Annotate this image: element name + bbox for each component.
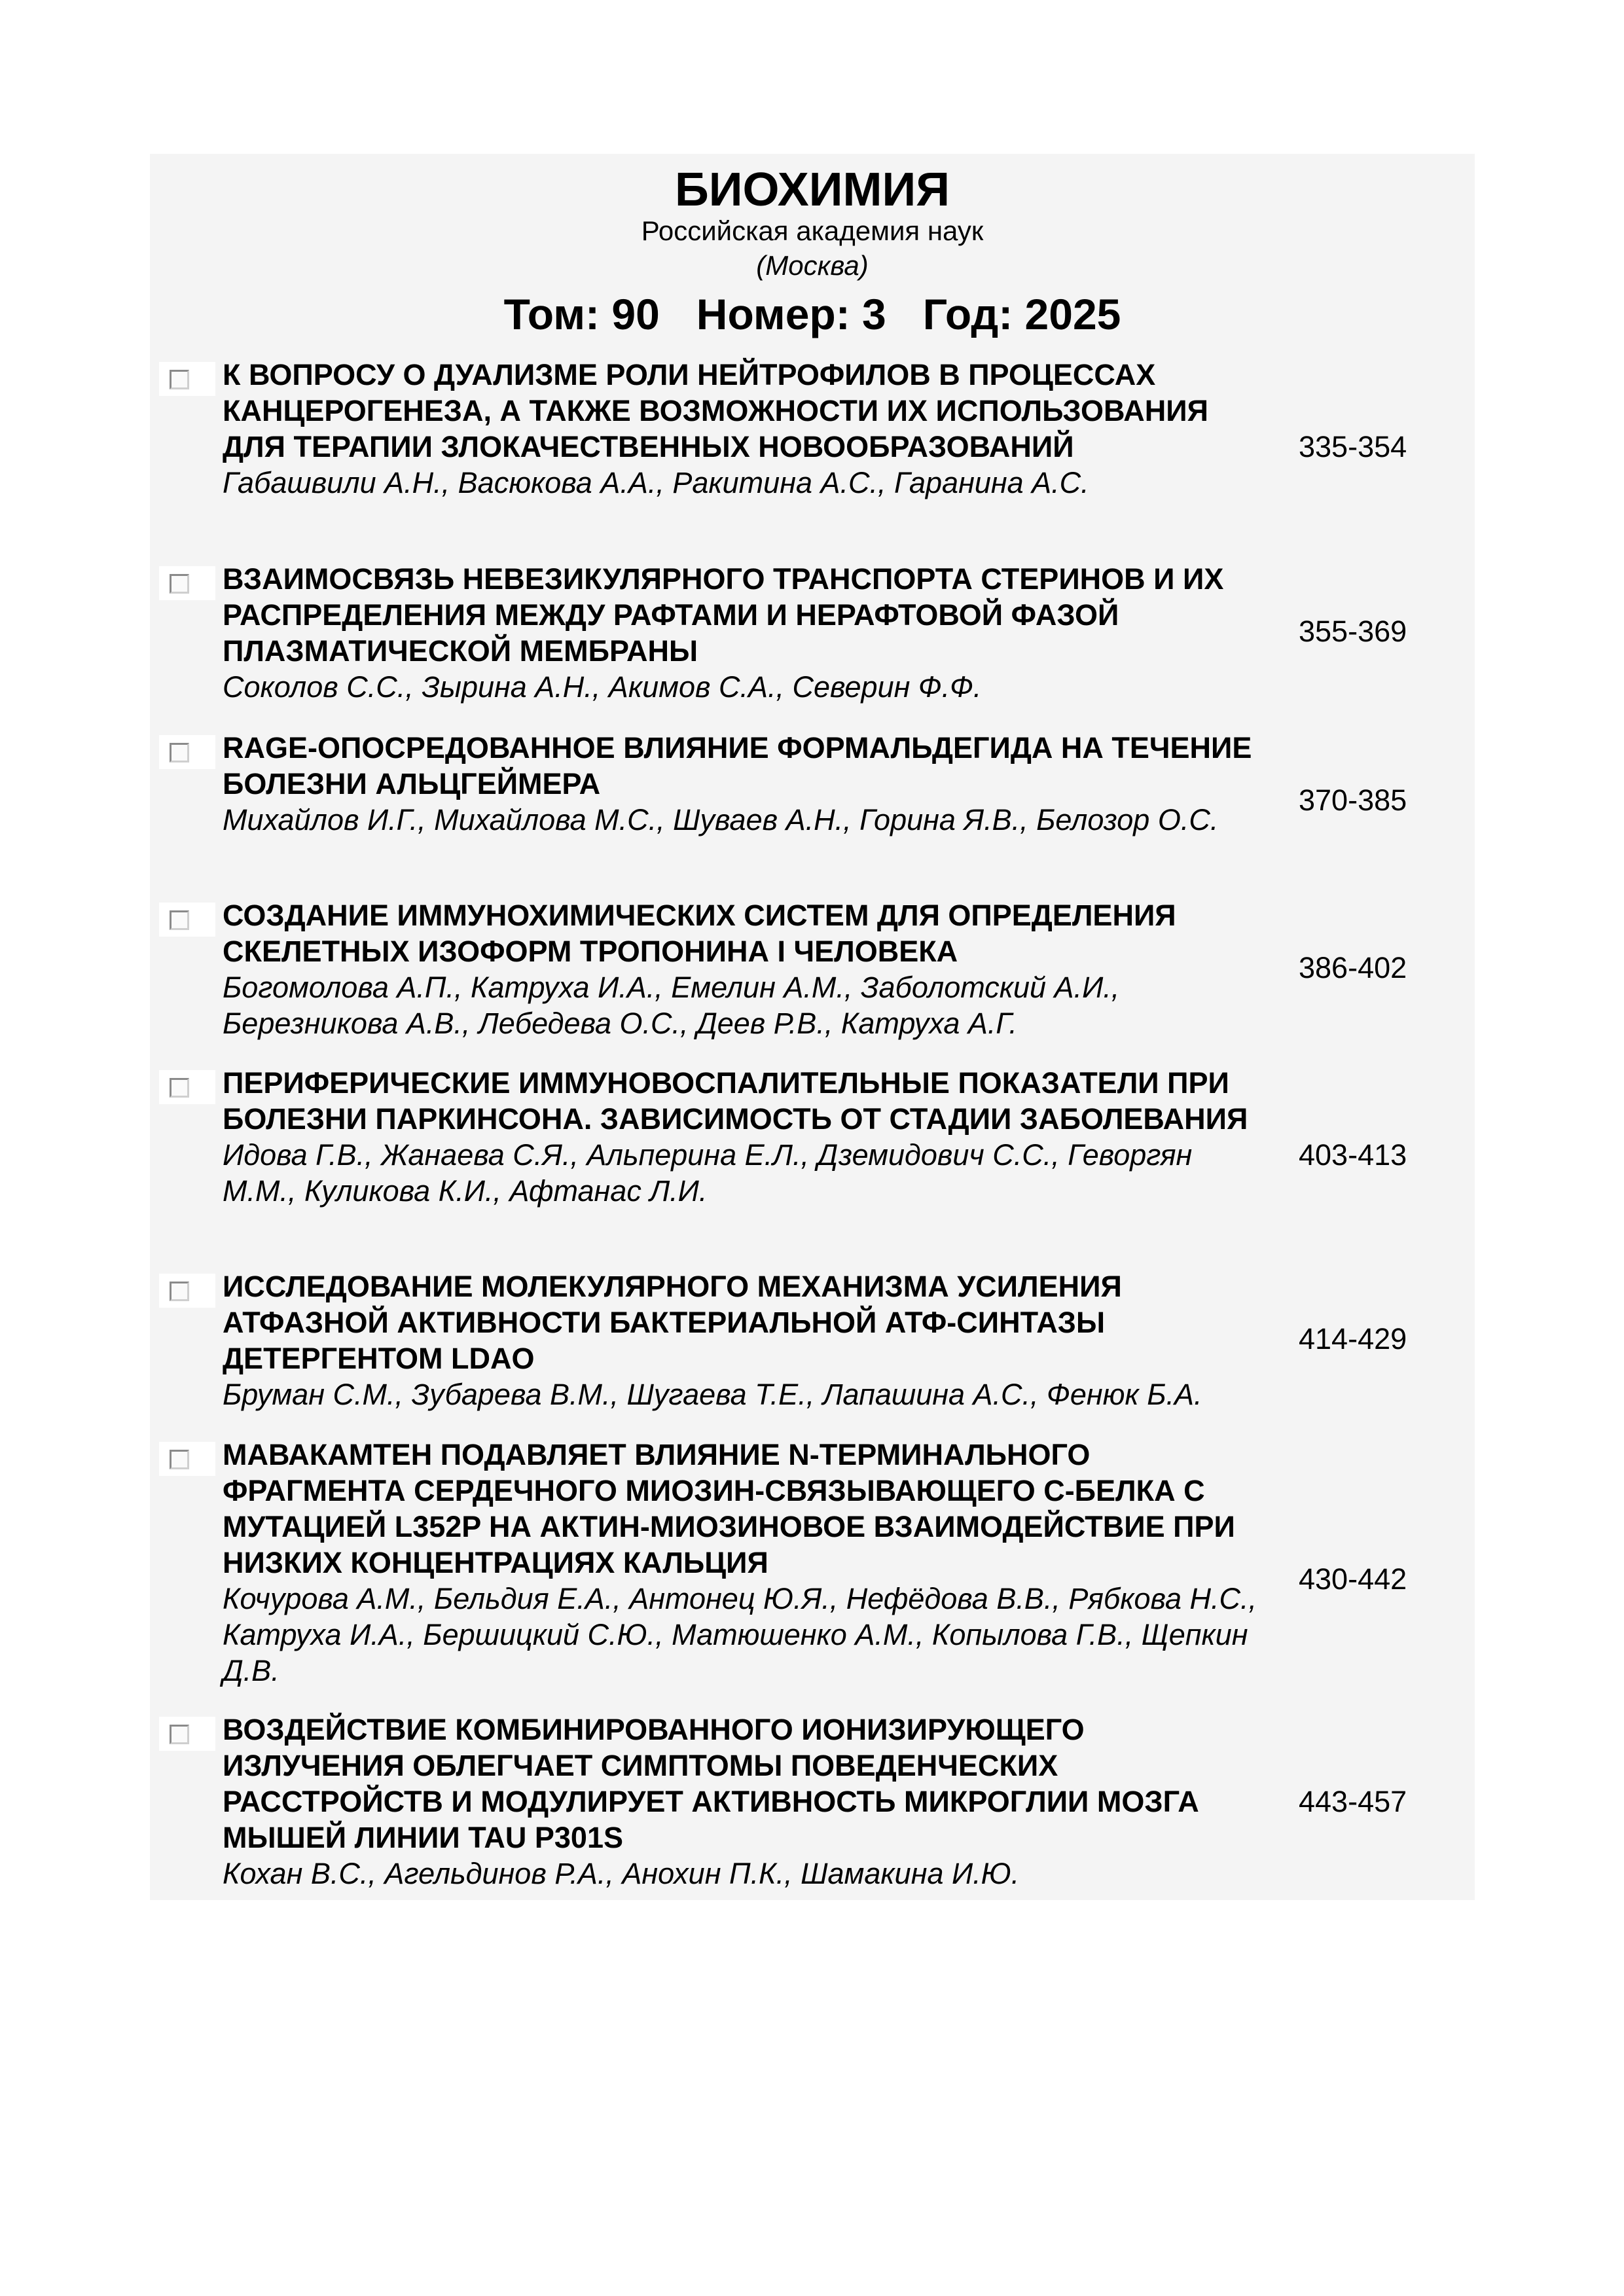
checkbox-box-icon <box>170 574 189 594</box>
checkbox-box-icon <box>170 1282 189 1301</box>
checkbox-box-icon <box>170 1450 189 1469</box>
journal-organization: Российская академия наук <box>641 215 984 246</box>
article-pages: 355-369 <box>1299 615 1407 648</box>
article-pages: 403-413 <box>1299 1138 1407 1172</box>
article-title[interactable]: RAGE-ОПОСРЕДОВАННОЕ ВЛИЯНИЕ ФОРМАЛЬДЕГИДА НА ТЕЧЕНИЕ БОЛЕЗНИ АЛЬЦГЕЙМЕРА <box>223 731 1252 800</box>
journal-title: БИОХИМИЯ <box>674 164 950 216</box>
article-checkbox[interactable] <box>159 1070 215 1104</box>
article-title[interactable]: ПЕРИФЕРИЧЕСКИЕ ИММУНОВОСПАЛИТЕЛЬНЫЕ ПОКАЗАТЕЛИ ПРИ БОЛЕЗНИ ПАРКИНСОНА. ЗАВИСИМОСТЬ ОТ СТАДИИ ЗАБОЛЕВАНИЯ <box>223 1066 1248 1136</box>
article-checkbox[interactable] <box>159 903 215 937</box>
article-title[interactable]: СОЗДАНИЕ ИММУНОХИМИЧЕСКИХ СИСТЕМ ДЛЯ ОПРЕДЕЛЕНИЯ СКЕЛЕТНЫХ ИЗОФОРМ ТРОПОНИНА I ЧЕЛОВЕКА <box>223 899 1176 968</box>
article-checkbox[interactable] <box>159 566 215 600</box>
article-pages: 335-354 <box>1299 430 1407 463</box>
article-authors: Габашвили А.Н., Васюкова А.А., Ракитина А.С., Гаранина А.С. <box>223 466 1089 499</box>
article-authors: Бруман С.М., Зубарева В.М., Шугаева Т.Е., Лапашина А.С., Фенюк Б.А. <box>223 1378 1202 1411</box>
article-authors: Идова Г.В., Жанаева С.Я., Альперина Е.Л., Дземидович С.С., Геворгян М.М., Куликова К.И., Афтанас Л.И. <box>223 1138 1193 1208</box>
article-authors: Михайлов И.Г., Михайлова М.С., Шуваев А.Н., Горина Я.В., Белозор О.С. <box>223 803 1219 836</box>
article-authors: Соколов С.С., Зырина А.Н., Акимов С.А., Северин Ф.Ф. <box>223 670 982 704</box>
article-pages: 430-442 <box>1299 1562 1407 1596</box>
article-pages: 414-429 <box>1299 1322 1407 1355</box>
checkbox-box-icon <box>170 910 189 930</box>
article-checkbox[interactable] <box>159 1717 215 1751</box>
article-authors: Кочурова А.М., Бельдия Е.А., Антонец Ю.Я., Нефёдова В.В., Рябкова Н.С., Катруха И.А., Бершицкий С.Ю., Матюшенко А.М., Копылова Г.В., Щепкин Д.В. <box>223 1582 1257 1687</box>
article-pages: 370-385 <box>1299 783 1407 817</box>
article-authors: Кохан В.С., Агельдинов Р.А., Анохин П.К., Шамакина И.Ю. <box>223 1857 1020 1890</box>
article-title[interactable]: МАВАКАМТЕН ПОДАВЛЯЕТ ВЛИЯНИЕ N-ТЕРМИНАЛЬНОГО ФРАГМЕНТА СЕРДЕЧНОГО МИОЗИН-СВЯЗЫВАЮЩЕГО С-БЕЛКА С МУТАЦИЕЙ L352P НА АКТИН-МИОЗИНОВОЕ ВЗАИМОДЕЙСТВИЕ ПРИ НИЗКИХ КОНЦЕНТРАЦИЯХ КАЛЬЦИЯ <box>223 1438 1235 1579</box>
article-checkbox[interactable] <box>159 735 215 769</box>
article-pages: 386-402 <box>1299 951 1407 984</box>
article-title[interactable]: ИССЛЕДОВАНИЕ МОЛЕКУЛЯРНОГО МЕХАНИЗМА УСИЛЕНИЯ АТФАЗНОЙ АКТИВНОСТИ БАКТЕРИАЛЬНОЙ АТФ-СИНТАЗЫ ДЕТЕРГЕНТОМ LDAO <box>223 1270 1122 1375</box>
article-checkbox[interactable] <box>159 1442 215 1476</box>
issue-volume: Том: 90 <box>503 290 660 338</box>
checkbox-box-icon <box>170 1725 189 1744</box>
journal-city: (Москва) <box>756 250 869 281</box>
checkbox-box-icon <box>170 370 189 389</box>
article-title[interactable]: ВОЗДЕЙСТВИЕ КОМБИНИРОВАННОГО ИОНИЗИРУЮЩЕГО ИЗЛУЧЕНИЯ ОБЛЕГЧАЕТ СИМПТОМЫ ПОВЕДЕНЧЕСКИХ РАССТРОЙСТВ И МОДУЛИРУЕТ АКТИВНОСТЬ МИКРОГЛИИ МОЗГА МЫШЕЙ ЛИНИИ TAU P301S <box>223 1713 1199 1854</box>
issue-number: Номер: 3 <box>696 290 886 338</box>
article-title[interactable]: К ВОПРОСУ О ДУАЛИЗМЕ РОЛИ НЕЙТРОФИЛОВ В ПРОЦЕССАХ КАНЦЕРОГЕНЕЗА, А ТАКЖЕ ВОЗМОЖНОСТИ ИХ ИСПОЛЬЗОВАНИЯ ДЛЯ ТЕРАПИИ ЗЛОКАЧЕСТВЕННЫХ НОВООБРАЗОВАНИЙ <box>223 358 1208 463</box>
article-pages: 443-457 <box>1299 1785 1407 1818</box>
issue-line <box>150 285 1475 344</box>
article-checkbox[interactable] <box>159 362 215 396</box>
checkbox-box-icon <box>170 1078 189 1098</box>
issue-year: Год: 2025 <box>922 290 1121 338</box>
article-title[interactable]: ВЗАИМОСВЯЗЬ НЕВЕЗИКУЛЯРНОГО ТРАНСПОРТА СТЕРИНОВ И ИХ РАСПРЕДЕЛЕНИЯ МЕЖДУ РАФТАМИ И НЕРАФТОВОЙ ФАЗОЙ ПЛАЗМАТИЧЕСКОЙ МЕМБРАНЫ <box>223 562 1224 668</box>
checkbox-box-icon <box>170 743 189 762</box>
article-checkbox[interactable] <box>159 1274 215 1308</box>
article-authors: Богомолова А.П., Катруха И.А., Емелин А.М., Заболотский А.И., Березникова А.В., Лебедева О.С., Деев Р.В., Катруха А.Г. <box>223 971 1120 1040</box>
contents-panel <box>150 154 1475 1900</box>
